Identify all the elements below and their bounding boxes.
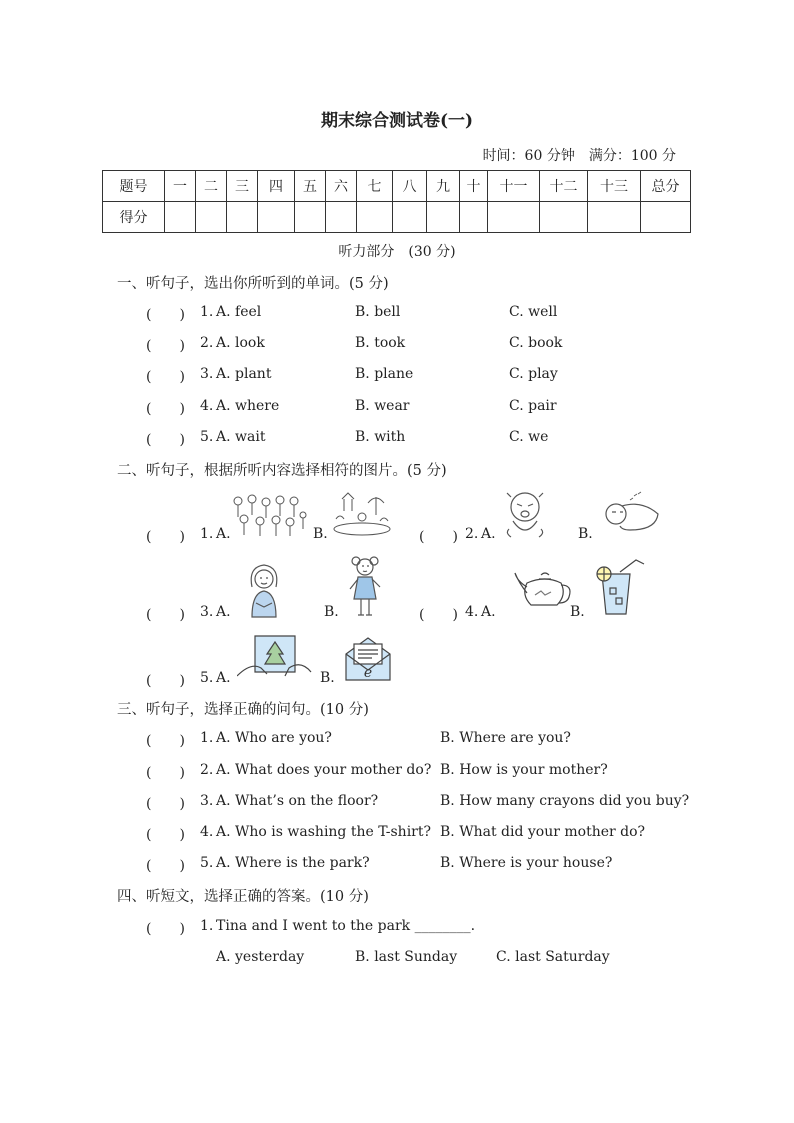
score-cell[interactable]: [227, 202, 258, 233]
email-envelope-picture[interactable]: [344, 634, 392, 682]
question-text: Tina and I went to the park ________.: [216, 918, 476, 934]
option-c: C. pair: [509, 398, 557, 414]
option-a-label: A.: [216, 604, 231, 620]
option-b: B. with: [355, 429, 406, 445]
lemon-juice-picture[interactable]: [594, 558, 648, 618]
score-cell[interactable]: [488, 202, 540, 233]
question-number: 3.: [200, 604, 214, 620]
christmas-card-picture[interactable]: [237, 632, 313, 682]
section-1-heading: 一、听句子，选出你所听到的单词。(5 分): [117, 276, 389, 292]
option-c: C. last Saturday: [496, 949, 610, 965]
sleeping-child-picture[interactable]: [600, 490, 662, 534]
table-cell: 八: [393, 171, 427, 202]
answer-blank[interactable]: ( ): [146, 673, 185, 689]
score-cell[interactable]: [196, 202, 227, 233]
option-c: C. play: [509, 366, 558, 382]
option-a-label: A.: [216, 526, 231, 542]
option-b: B. last Sunday: [355, 949, 458, 965]
table-cell: 十一: [488, 171, 540, 202]
score-cell[interactable]: [427, 202, 460, 233]
option-b: B. plane: [355, 366, 414, 382]
option-b: B. bell: [355, 304, 401, 320]
table-cell: 三: [227, 171, 258, 202]
question-number: 3.: [200, 366, 214, 382]
option-b-label: B.: [324, 604, 339, 620]
park-picture[interactable]: [332, 491, 392, 537]
table-cell: 二: [196, 171, 227, 202]
option-a: A. where: [216, 398, 280, 414]
answer-blank[interactable]: ( ): [146, 432, 185, 448]
answer-blank[interactable]: ( ): [419, 607, 458, 623]
score-cell[interactable]: [540, 202, 588, 233]
option-b-label: B.: [578, 526, 593, 542]
question-number: 5.: [200, 670, 214, 686]
table-cell: 一: [165, 171, 196, 202]
email-letter-e: e: [363, 665, 373, 681]
option-a: A. yesterday: [216, 949, 305, 965]
crying-baby-picture[interactable]: [503, 489, 549, 541]
option-a: A. What’s on the floor?: [216, 793, 379, 809]
answer-blank[interactable]: ( ): [146, 796, 185, 812]
score-cell[interactable]: [165, 202, 196, 233]
option-b-label: B.: [313, 526, 328, 542]
option-b: B. How many crayons did you buy?: [440, 793, 690, 809]
answer-blank[interactable]: ( ): [146, 338, 185, 354]
question-number: 1.: [200, 526, 214, 542]
answer-blank[interactable]: ( ): [146, 858, 185, 874]
option-c: C. we: [509, 429, 549, 445]
answer-blank[interactable]: ( ): [146, 307, 185, 323]
table-cell: 得分: [103, 202, 165, 233]
option-c: C. well: [509, 304, 558, 320]
score-table-score-row: [103, 202, 691, 233]
option-a-label: A.: [481, 526, 496, 542]
score-cell[interactable]: [393, 202, 427, 233]
option-a: A. Who are you?: [216, 730, 332, 746]
question-number: 2.: [200, 335, 214, 351]
table-cell: 总分: [641, 171, 691, 202]
answer-blank[interactable]: ( ): [146, 765, 185, 781]
listening-part-title: 听力部分 (30 分): [338, 244, 456, 260]
section-3-heading: 三、听句子，选择正确的问句。(10 分): [117, 702, 369, 718]
score-cell[interactable]: [326, 202, 357, 233]
table-cell: 五: [295, 171, 326, 202]
score-cell[interactable]: [460, 202, 488, 233]
question-number: 1.: [200, 730, 214, 746]
option-b: B. Where is your house?: [440, 855, 613, 871]
score-cell[interactable]: [641, 202, 691, 233]
option-c: C. book: [509, 335, 563, 351]
answer-blank[interactable]: ( ): [419, 529, 458, 545]
answer-blank[interactable]: ( ): [146, 921, 185, 937]
answer-blank[interactable]: ( ): [146, 401, 185, 417]
table-cell: 六: [326, 171, 357, 202]
time-and-score-info: 时间：60 分钟 满分：100 分: [482, 148, 676, 164]
answer-blank[interactable]: ( ): [146, 369, 185, 385]
question-number: 1.: [200, 304, 214, 320]
option-b: B. What did your mother do?: [440, 824, 646, 840]
option-b-label: B.: [570, 604, 585, 620]
score-table-header-row: [103, 171, 691, 202]
option-a: A. Where is the park?: [216, 855, 370, 871]
option-b: B. How is your mother?: [440, 762, 608, 778]
section-4-heading: 四、听短文，选择正确的答案。(10 分): [117, 889, 369, 905]
question-number: 2.: [465, 526, 479, 542]
crowd-picture[interactable]: [230, 493, 308, 537]
section-2-heading: 二、听句子，根据所听内容选择相符的图片。(5 分): [117, 463, 447, 479]
table-cell: 十二: [540, 171, 588, 202]
table-cell: 九: [427, 171, 460, 202]
option-b: B. wear: [355, 398, 410, 414]
option-b: B. took: [355, 335, 406, 351]
page-title: 期末综合测试卷(一): [320, 111, 474, 131]
option-a: A. Who is washing the T-shirt?: [216, 824, 431, 840]
option-b-label: B.: [320, 670, 335, 686]
question-number: 5.: [200, 855, 214, 871]
girl-sitting-picture[interactable]: [244, 563, 284, 619]
answer-blank[interactable]: ( ): [146, 529, 185, 545]
answer-blank[interactable]: ( ): [146, 607, 185, 623]
girl-standing-picture[interactable]: [346, 553, 384, 619]
question-number: 2.: [200, 762, 214, 778]
question-number: 4.: [200, 398, 214, 414]
score-cell[interactable]: [258, 202, 295, 233]
option-a-label: A.: [216, 670, 231, 686]
answer-blank[interactable]: ( ): [146, 827, 185, 843]
question-number: 5.: [200, 429, 214, 445]
score-cell[interactable]: [588, 202, 641, 233]
table-cell: 十三: [588, 171, 641, 202]
option-a: A. wait: [216, 429, 266, 445]
option-a: A. What does your mother do?: [216, 762, 432, 778]
option-a-label: A.: [481, 604, 496, 620]
option-a: A. feel: [216, 304, 262, 320]
table-cell: 十: [460, 171, 488, 202]
table-cell: 题号: [103, 171, 165, 202]
answer-blank[interactable]: ( ): [146, 733, 185, 749]
score-cell[interactable]: [295, 202, 326, 233]
option-a: A. plant: [216, 366, 272, 382]
option-a: A. look: [216, 335, 265, 351]
option-b: B. Where are you?: [440, 730, 571, 746]
score-cell[interactable]: [357, 202, 393, 233]
question-number: 4.: [200, 824, 214, 840]
question-number: 4.: [465, 604, 479, 620]
table-cell: 七: [357, 171, 393, 202]
teapot-picture[interactable]: [513, 569, 575, 609]
question-number: 1.: [200, 918, 214, 934]
score-table: [102, 170, 691, 233]
table-cell: 四: [258, 171, 295, 202]
question-number: 3.: [200, 793, 214, 809]
